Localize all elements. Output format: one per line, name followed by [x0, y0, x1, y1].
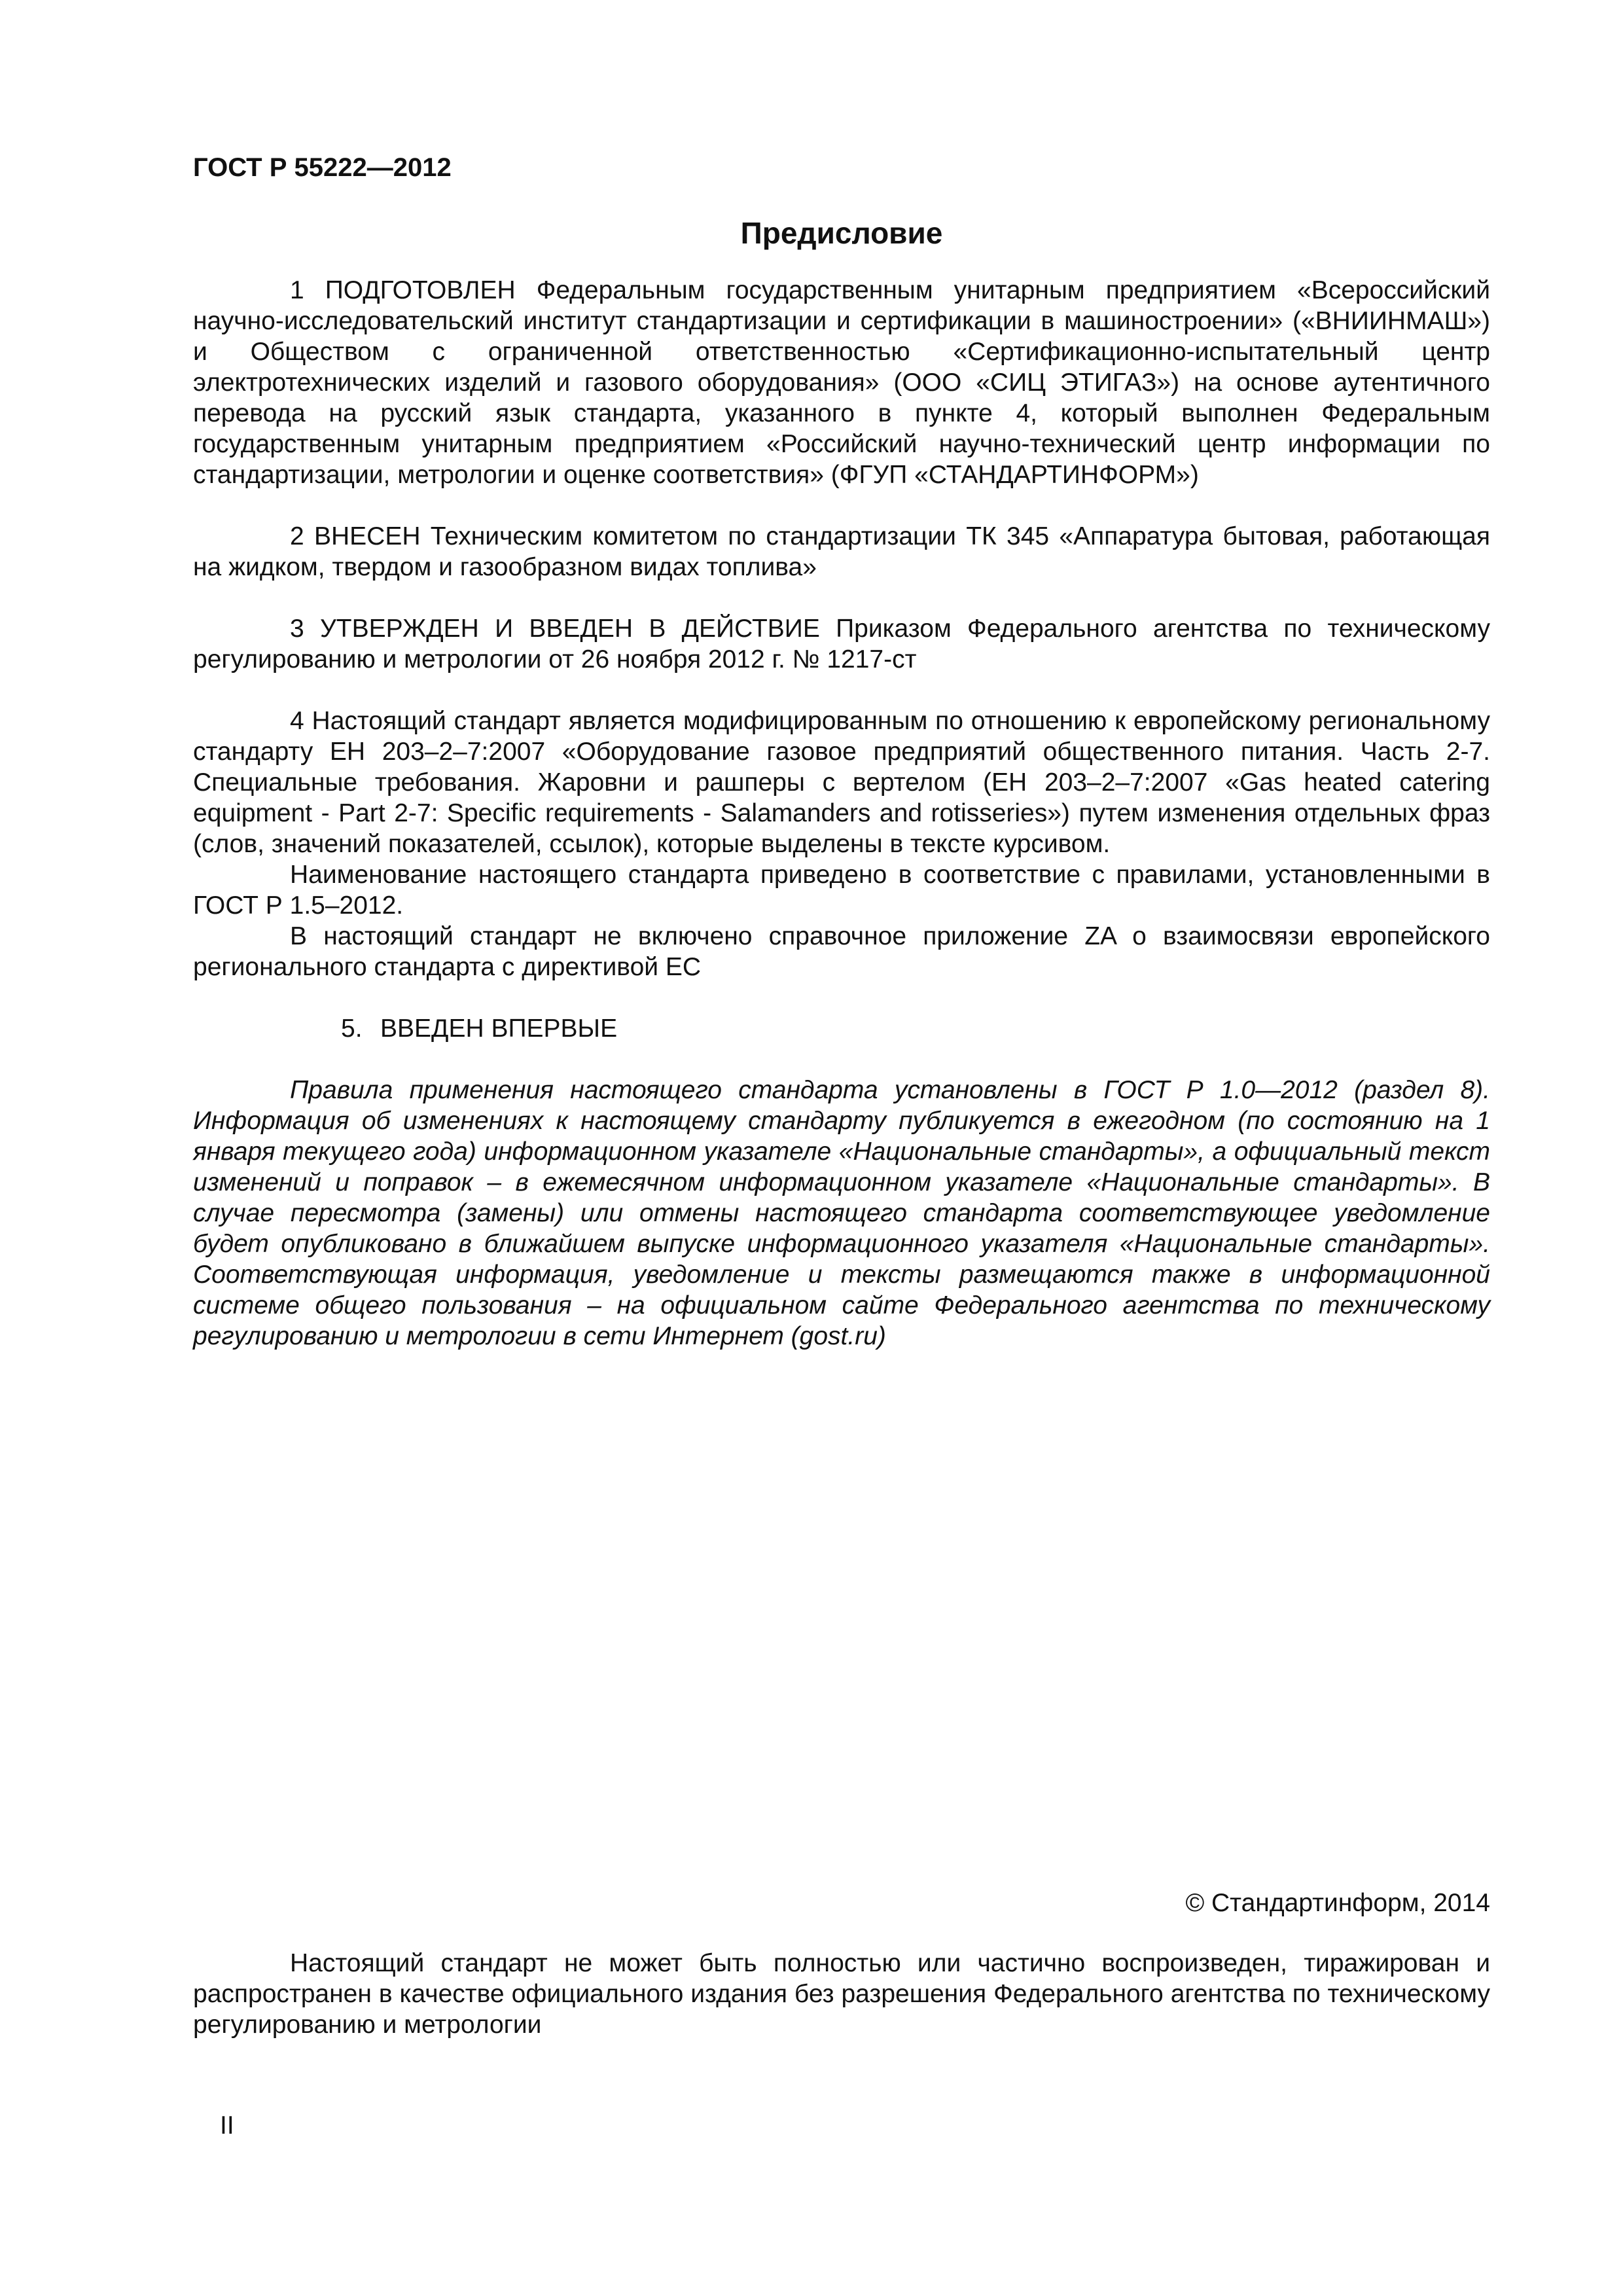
paragraph-5-number: 5.	[341, 1014, 363, 1043]
reproduction-notice: Настоящий стандарт не может быть полностью или частично воспроизведен, тиражирован и распространен в качестве официального издания без разрешения Федерального агентства по техническому регулированию и метрологии	[193, 1949, 1490, 2039]
paragraph-3: 3 УТВЕРЖДЕН И ВВЕДЕН В ДЕЙСТВИЕ Приказом Федерального агентства по техническому регулированию и метрологии от 26 ноября 2012 г. № 1217-ст	[193, 615, 1490, 673]
paragraph-4-naming: Наименование настоящего стандарта приведено в соответствие с правилами, установленными в ГОСТ Р 1.5–2012.	[193, 861, 1490, 920]
paragraph-4: 4 Настоящий стандарт является модифицированным по отношению к европейскому региональному стандарту ЕН 203–2–7:2007 «Оборудование газовое предприятий общественного питания. Часть 2-7. Специальные требования. Жаровни и рашперы с вертелом (ЕН 203–2–7:2007 «Gas heated catering equipment - Part 2-7: Specific requirements - Salamanders and rotisseries») путем изменения отдельных фраз (слов, значений показателей, ссылок), которые выделены в тексте курсивом.	[193, 707, 1490, 858]
paragraph-5	[193, 1013, 1490, 1044]
copyright-line: © Стандартинформ, 2014	[1185, 1889, 1490, 1917]
document-header: ГОСТ Р 55222—2012	[193, 153, 452, 182]
italic-notice: Правила применения настоящего стандарта установлены в ГОСТ Р 1.0—2012 (раздел 8). Информация об изменениях к настоящему стандарту публикуется в ежегодном (по состоянию на 1 января текущего года) информационном указателе «Национальные стандарты», а официальный текст изменений и поправок – в ежемесячном информационном указателе «Национальные стандарты». В случае пересмотра (замены) или отмены настоящего стандарта соответствующее уведомление будет опубликовано в ближайшем выпуске информационного указателя «Национальные стандарты». Соответствующая информация, уведомление и тексты размещаются также в информационной системе общего пользования – на официальном сайте Федерального агентства по техническому регулированию и метрологии в сети Интернет (gost.ru)	[193, 1076, 1490, 1350]
page-number: II	[220, 2111, 234, 2140]
paragraph-4-annex: В настоящий стандарт не включено справочное приложение ZA о взаимосвязи европейского регионального стандарта с директивой ЕС	[193, 922, 1490, 981]
paragraph-5-text: ВВЕДЕН ВПЕРВЫЕ	[380, 1014, 618, 1043]
paragraph-1: 1 ПОДГОТОВЛЕН Федеральным государственным унитарным предприятием «Всероссийский научно-исследовательский институт стандартизации и сертификации в машиностроении» («ВНИИНМАШ») и Обществом с ограниченной ответственностью «Сертификационно-испытательный центр электротехнических изделий и газового оборудования» (ООО «СИЦ ЭТИГАЗ») на основе аутентичного перевода на русский язык стандарта, указанного в пункте 4, который выполнен Федеральным государственным унитарным предприятием «Российский научно-технический центр информации по стандартизации, метрологии и оценке соответствия» (ФГУП «СТАНДАРТИНФОРМ»)	[193, 276, 1490, 489]
paragraph-2: 2 ВНЕСЕН Техническим комитетом по стандартизации ТК 345 «Аппаратура бытовая, работающая на жидком, твердом и газообразном видах топлива»	[193, 522, 1490, 581]
page-title: Предисловие	[740, 216, 943, 250]
preface-body	[193, 275, 1490, 1377]
